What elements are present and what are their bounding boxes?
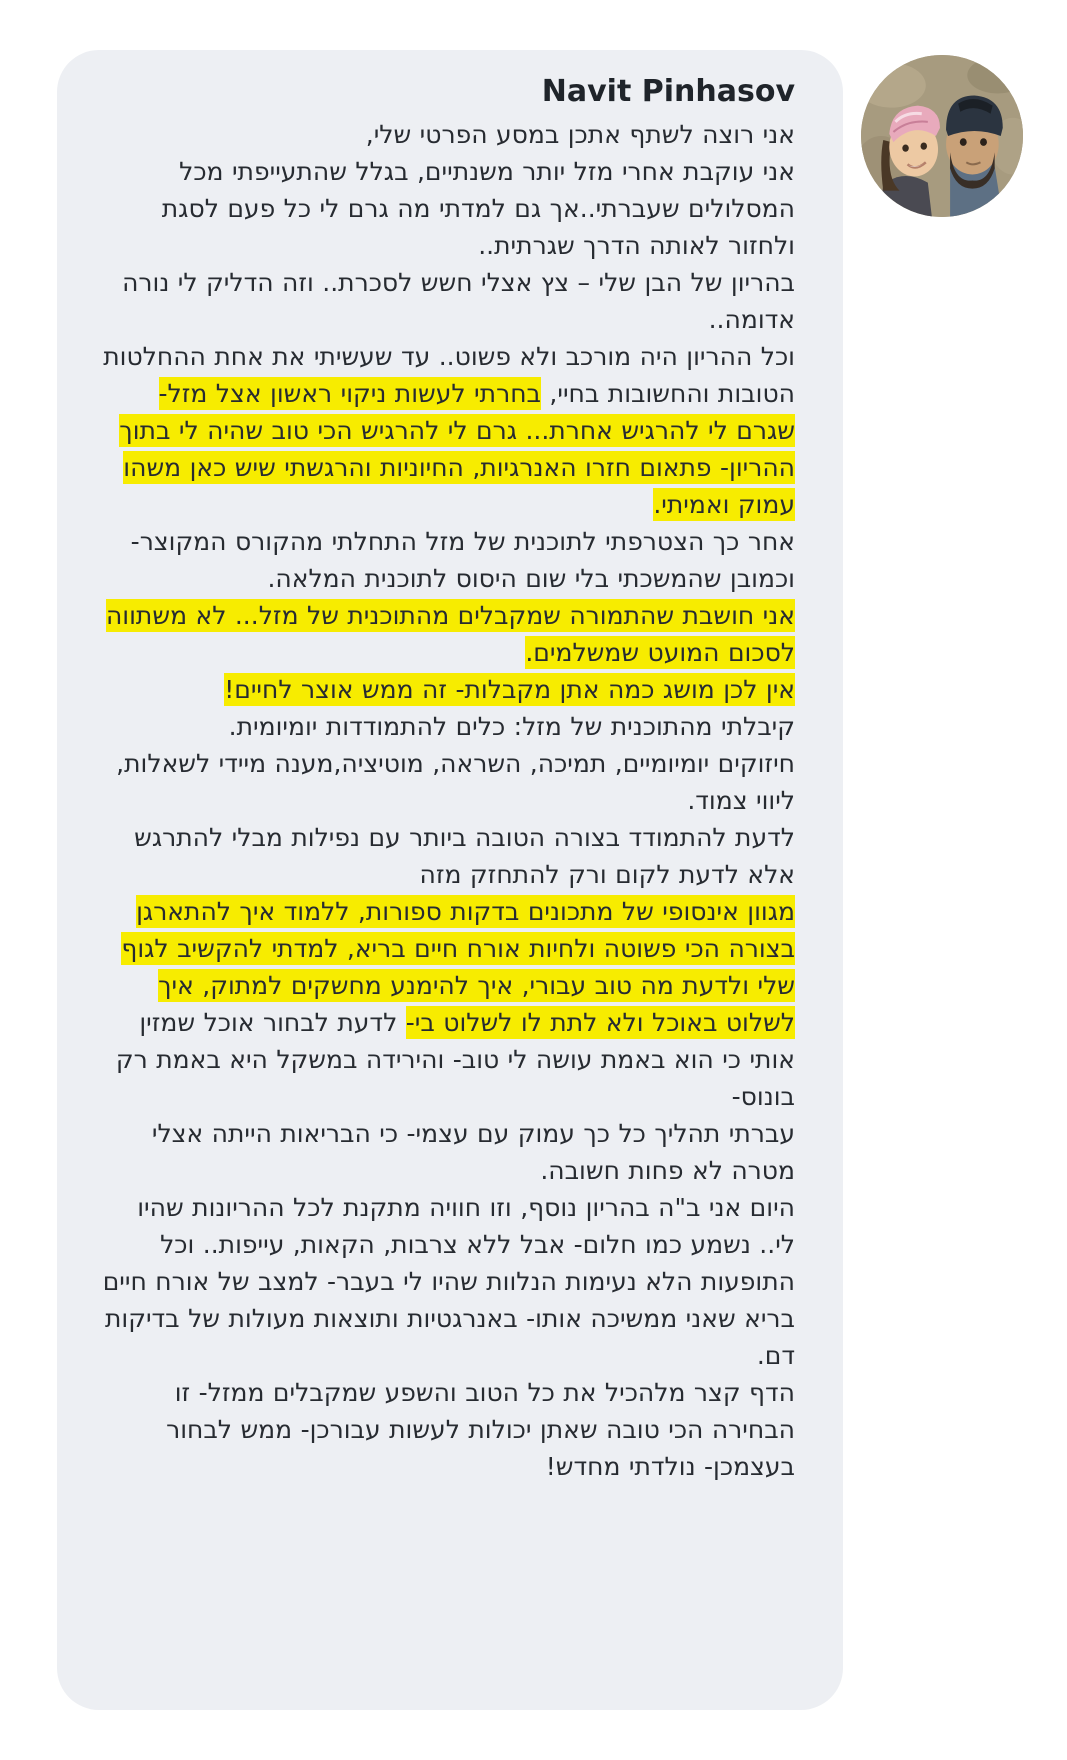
- post-paragraph: [97, 893, 795, 1115]
- text-segment: אני רוצה לשתף אתכן במסע הפרטי שלי,: [365, 120, 795, 149]
- post-paragraph: [97, 819, 795, 893]
- post-paragraph: [97, 116, 795, 153]
- post-paragraph: [97, 153, 795, 264]
- text-segment: וכל ההריון היה מורכב ולא פשוט.. עד שעשיתי את אחת ההחלטות הטובות והחשובות בחיי,: [103, 342, 795, 408]
- text-segment: היום אני ב"ה בהריון נוסף, וזו חוויה מתקנת לכל ההריונות שהיו לי.. נשמע כמו חלום- אבל ללא צרבות, הקאות, עייפות.. וכל התופעות הלא נעימות הנלוות שהיו לי בעבר- למצב של אורח חיים בריא שאני ממשיכה אותו- באנרגטיות ותוצאות מעולות של בדיקות דם.: [102, 1193, 795, 1370]
- post-body: [97, 116, 795, 1485]
- post-paragraph: [97, 671, 795, 708]
- text-segment: חיזוקים יומיומיים, תמיכה, השראה, מוטיציה,מענה מיידי לשאלות, ליווי צמוד.: [116, 749, 795, 815]
- highlighted-text-segment: מגוון אינסופי של מתכונים בדקות ספורות, ללמוד איך להתארגן בצורה הכי פשוטה ולחיות אורח חיים בריא, למדתי להקשיב לגוף שלי ולדעת מה טוב עבורי, איך להימנע מחשקים למתוק, איך לשלוט באוכל ולא לתת לו לשלוט בי-: [121, 897, 795, 1037]
- testimonial-card: [57, 50, 843, 1710]
- text-segment: לדעת להתמודד בצורה הטובה ביותר עם נפילות מבלי להתרגש אלא לדעת לקום ורק להתחזק מזה: [134, 823, 795, 889]
- post-paragraph: [97, 1115, 795, 1189]
- post-paragraph: [97, 745, 795, 819]
- post-paragraph: [97, 523, 795, 597]
- text-segment: הדף קצר מלהכיל את כל הטוב והשפע שמקבלים ממזל- זו הבחירה הכי טובה שאתן יכולות לעשות עבורכן- ממש לבחור בעצמכן- נולדתי מחדש!: [166, 1378, 795, 1481]
- highlighted-text-segment: אין לכן מושג כמה אתן מקבלות- זה ממש אוצר לחיים!: [224, 675, 795, 704]
- post-paragraph: [97, 1374, 795, 1485]
- post-paragraph: [97, 708, 795, 745]
- text-segment: עברתי תהליך כל כך עמוק עם עצמי- כי הבריאות הייתה אצלי מטרה לא פחות חשובה.: [151, 1119, 795, 1185]
- highlighted-text-segment: בחרתי לעשות ניקוי ראשון אצל מזל- שגרם לי להרגיש אחרת... גרם לי להרגיש הכי טוב שהיה לי בתוך ההריון- פתאום חזרו האנרגיות, החיוניות והרגשתי שיש כאן משהו עמוק ואמיתי.: [119, 379, 795, 519]
- highlighted-text-segment: אני חושבת שהתמורה שמקבלים מהתוכנית של מזל... לא משתווה לסכום המועט שמשלמים.: [105, 601, 795, 667]
- text-segment: לדעת לבחור אוכל שמזין אותי כי הוא באמת עושה לי טוב- והירידה במשקל היא באמת רק בונוס-: [115, 1008, 795, 1111]
- post-paragraph: [97, 597, 795, 671]
- profile-avatar: [861, 55, 1023, 217]
- post-paragraph: [97, 264, 795, 338]
- post-paragraph: [97, 1189, 795, 1374]
- couple-photo-icon: [861, 55, 1023, 217]
- text-segment: קיבלתי מהתוכנית של מזל: כלים להתמודדות יומיומית.: [228, 712, 795, 741]
- text-segment: אני עוקבת אחרי מזל יותר משנתיים, בגלל שהתעייפתי מכל המסלולים שעברתי..אך גם למדתי מה גרם לי כל פעם לסגת ולחזור לאותה הדרך שגרתית..: [161, 157, 795, 260]
- text-segment: אחר כך הצטרפתי לתוכנית של מזל התחלתי מהקורס המקוצר- וכמובן שהמשכתי בלי שום היסוס לתוכנית המלאה.: [130, 527, 795, 593]
- post-paragraph: [97, 338, 795, 523]
- text-segment: בהריון של הבן שלי – צץ אצלי חשש לסכרת.. וזה הדליק לי נורה אדומה..: [122, 268, 795, 334]
- profile-name: Navit Pinhasov: [541, 74, 795, 109]
